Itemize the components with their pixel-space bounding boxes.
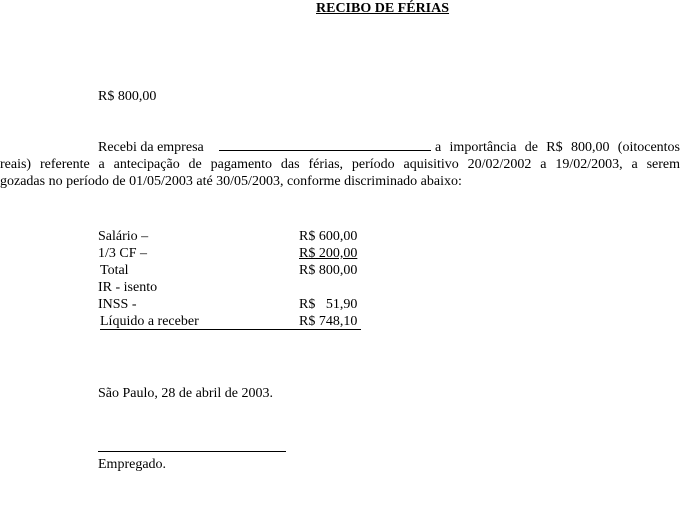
item-row-inss [98,296,398,313]
paragraph-line-3: gozadas no período de 01/05/2003 até 30/05/2003, conforme discriminado abaixo: [0,174,462,189]
date-line: São Paulo, 28 de abril de 2003. [98,386,273,401]
item-value: R$ 200,00 [299,246,358,261]
item-row-total [98,262,398,279]
paragraph-line-1-start: Recebi da empresa [98,140,204,155]
items-list [98,228,398,330]
document-title: RECIBO DE FÉRIAS [316,1,450,16]
item-label: Líquido a receber [100,314,199,329]
item-value: R$ 800,00 [299,263,358,278]
item-row-terco [98,245,398,262]
signature-label: Empregado. [98,457,167,472]
paragraph-line-2: reais) referente a antecipação de pagamento das férias, período aquisitivo 20/02/2002 a 19/02/2003, a serem [0,157,680,172]
item-label: 1/3 CF – [98,246,148,261]
item-row-liquido [98,313,398,330]
paragraph-line-1-end: a importância de R$ 800,00 (oitocentos [435,140,680,155]
receipt-amount: R$ 800,00 [98,89,157,104]
company-name-blank [219,139,431,151]
item-value: R$ 748,10 [299,314,358,329]
item-row-salario [98,228,398,245]
item-label: INSS - [98,297,137,312]
item-value: R$ 600,00 [299,229,358,244]
signature-line [98,451,286,452]
item-label: Total [100,263,129,278]
item-row-ir [98,279,398,296]
item-label: IR - isento [98,280,158,295]
item-value: R$ 51,90 [299,297,358,312]
item-label: Salário – [98,229,149,244]
